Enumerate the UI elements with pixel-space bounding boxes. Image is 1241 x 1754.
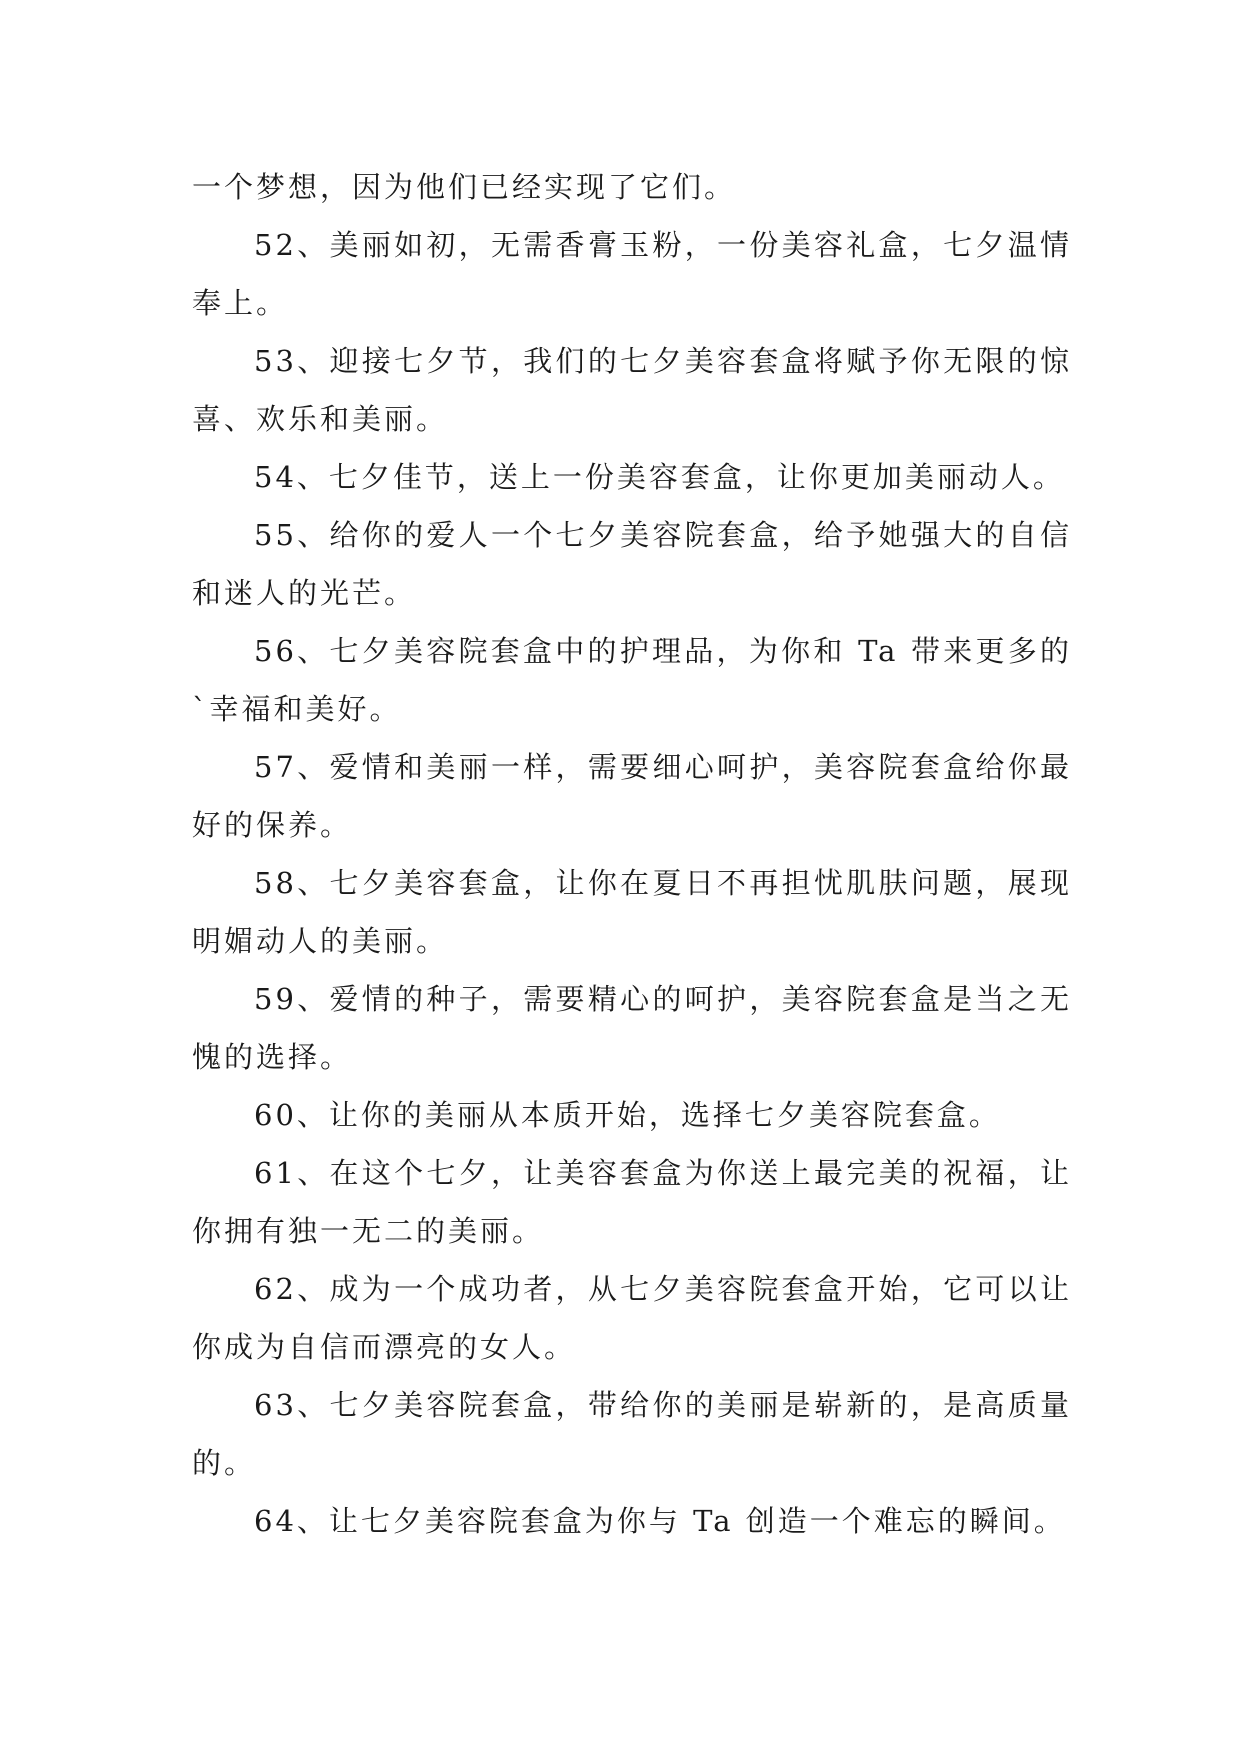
document-body [192, 158, 1072, 1550]
paragraph-60: 60、让你的美丽从本质开始，选择七夕美容院套盒。 [254, 1098, 1001, 1132]
paragraph-56: 56、七夕美容院套盒中的护理品，为你和 Ta 带来更多的`幸福和美好。 [192, 634, 1072, 726]
paragraph-63: 63、七夕美容院套盒，带给你的美丽是崭新的，是高质量的。 [192, 1388, 1072, 1480]
paragraph-53: 53、迎接七夕节，我们的七夕美容套盒将赋予你无限的惊喜、欢乐和美丽。 [192, 344, 1072, 436]
paragraph-52: 52、美丽如初，无需香膏玉粉，一份美容礼盒，七夕温情奉上。 [192, 228, 1072, 320]
paragraph-continuation: 一个梦想，因为他们已经实现了它们。 [192, 170, 737, 204]
paragraph-55: 55、给你的爱人一个七夕美容院套盒，给予她强大的自信和迷人的光芒。 [192, 518, 1072, 610]
paragraph-62: 62、成为一个成功者，从七夕美容院套盒开始，它可以让你成为自信而漂亮的女人。 [192, 1272, 1072, 1364]
paragraph-57: 57、爱情和美丽一样，需要细心呵护，美容院套盒给你最好的保养。 [192, 750, 1072, 842]
paragraph-59: 59、爱情的种子，需要精心的呵护，美容院套盒是当之无愧的选择。 [192, 982, 1072, 1074]
paragraph-54: 54、七夕佳节，送上一份美容套盒，让你更加美丽动人。 [254, 460, 1065, 494]
paragraph-58: 58、七夕美容套盒，让你在夏日不再担忧肌肤问题，展现明媚动人的美丽。 [192, 866, 1072, 958]
paragraph-64: 64、让七夕美容院套盒为你与 Ta 创造一个难忘的瞬间。 [254, 1504, 1066, 1538]
paragraph-61: 61、在这个七夕，让美容套盒为你送上最完美的祝福，让你拥有独一无二的美丽。 [192, 1156, 1072, 1248]
